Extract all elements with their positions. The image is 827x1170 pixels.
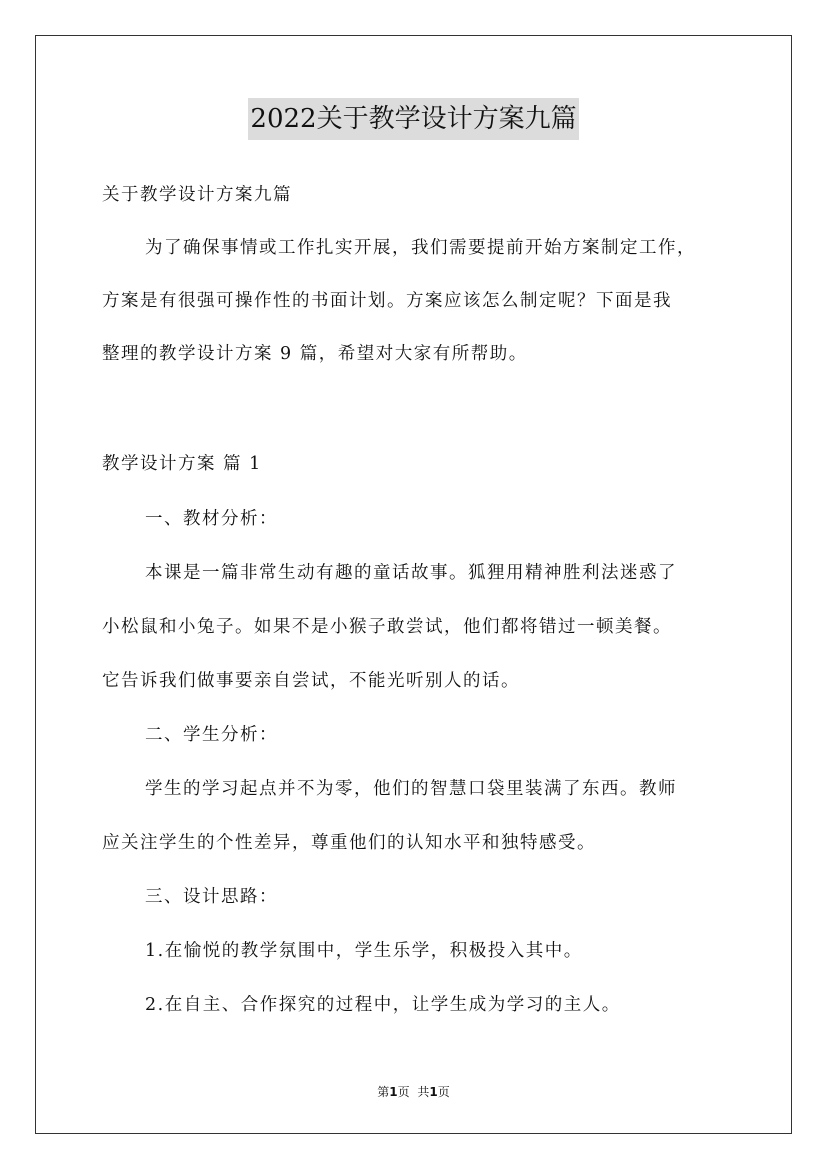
intro-line-1: 为了确保事情或工作扎实开展，我们需要提前开始方案制定工作，	[145, 238, 696, 258]
footer-total-prefix: 共	[417, 1085, 430, 1099]
footer-page-prefix: 第	[377, 1085, 390, 1099]
footer-total-suffix: 页	[437, 1085, 450, 1099]
intro-line-2: 方案是有很强可操作性的书面计划。方案应该怎么制定呢？下面是我	[102, 291, 672, 311]
title-wrap	[0, 98, 827, 140]
material-line-1: 本课是一篇非常生动有趣的童话故事。狐狸用精神胜利法迷惑了	[145, 563, 677, 583]
heading-material-analysis: 一、教材分析：	[145, 509, 278, 529]
design-item-1: 1.在愉悦的教学氛围中，学生乐学，积极投入其中。	[145, 941, 583, 961]
material-line-3: 它告诉我们做事要亲自尝试，不能光听别人的话。	[102, 671, 520, 691]
student-line-1: 学生的学习起点并不为零，他们的智慧口袋里装满了东西。教师	[145, 779, 677, 799]
design-item-2: 2.在自主、合作探究的过程中，让学生成为学习的主人。	[145, 995, 621, 1015]
footer-page-number: 1	[389, 1085, 398, 1099]
page-footer	[0, 1083, 827, 1100]
heading-design-idea: 三、设计思路：	[145, 887, 278, 907]
footer-page-suffix: 页	[397, 1085, 410, 1099]
material-line-2: 小松鼠和小兔子。如果不是小猴子敢尝试，他们都将错过一顿美餐。	[102, 617, 672, 637]
student-line-2: 应关注学生的个性差异，尊重他们的认知水平和独特感受。	[102, 833, 596, 853]
footer-total-number: 1	[429, 1085, 438, 1099]
document-title: 2022关于教学设计方案九篇	[248, 98, 578, 140]
subtitle-line: 关于教学设计方案九篇	[102, 185, 292, 205]
heading-student-analysis: 二、学生分析：	[145, 725, 278, 745]
section-heading: 教学设计方案 篇 1	[102, 454, 262, 474]
intro-line-3: 整理的教学设计方案 9 篇，希望对大家有所帮助。	[102, 344, 528, 364]
